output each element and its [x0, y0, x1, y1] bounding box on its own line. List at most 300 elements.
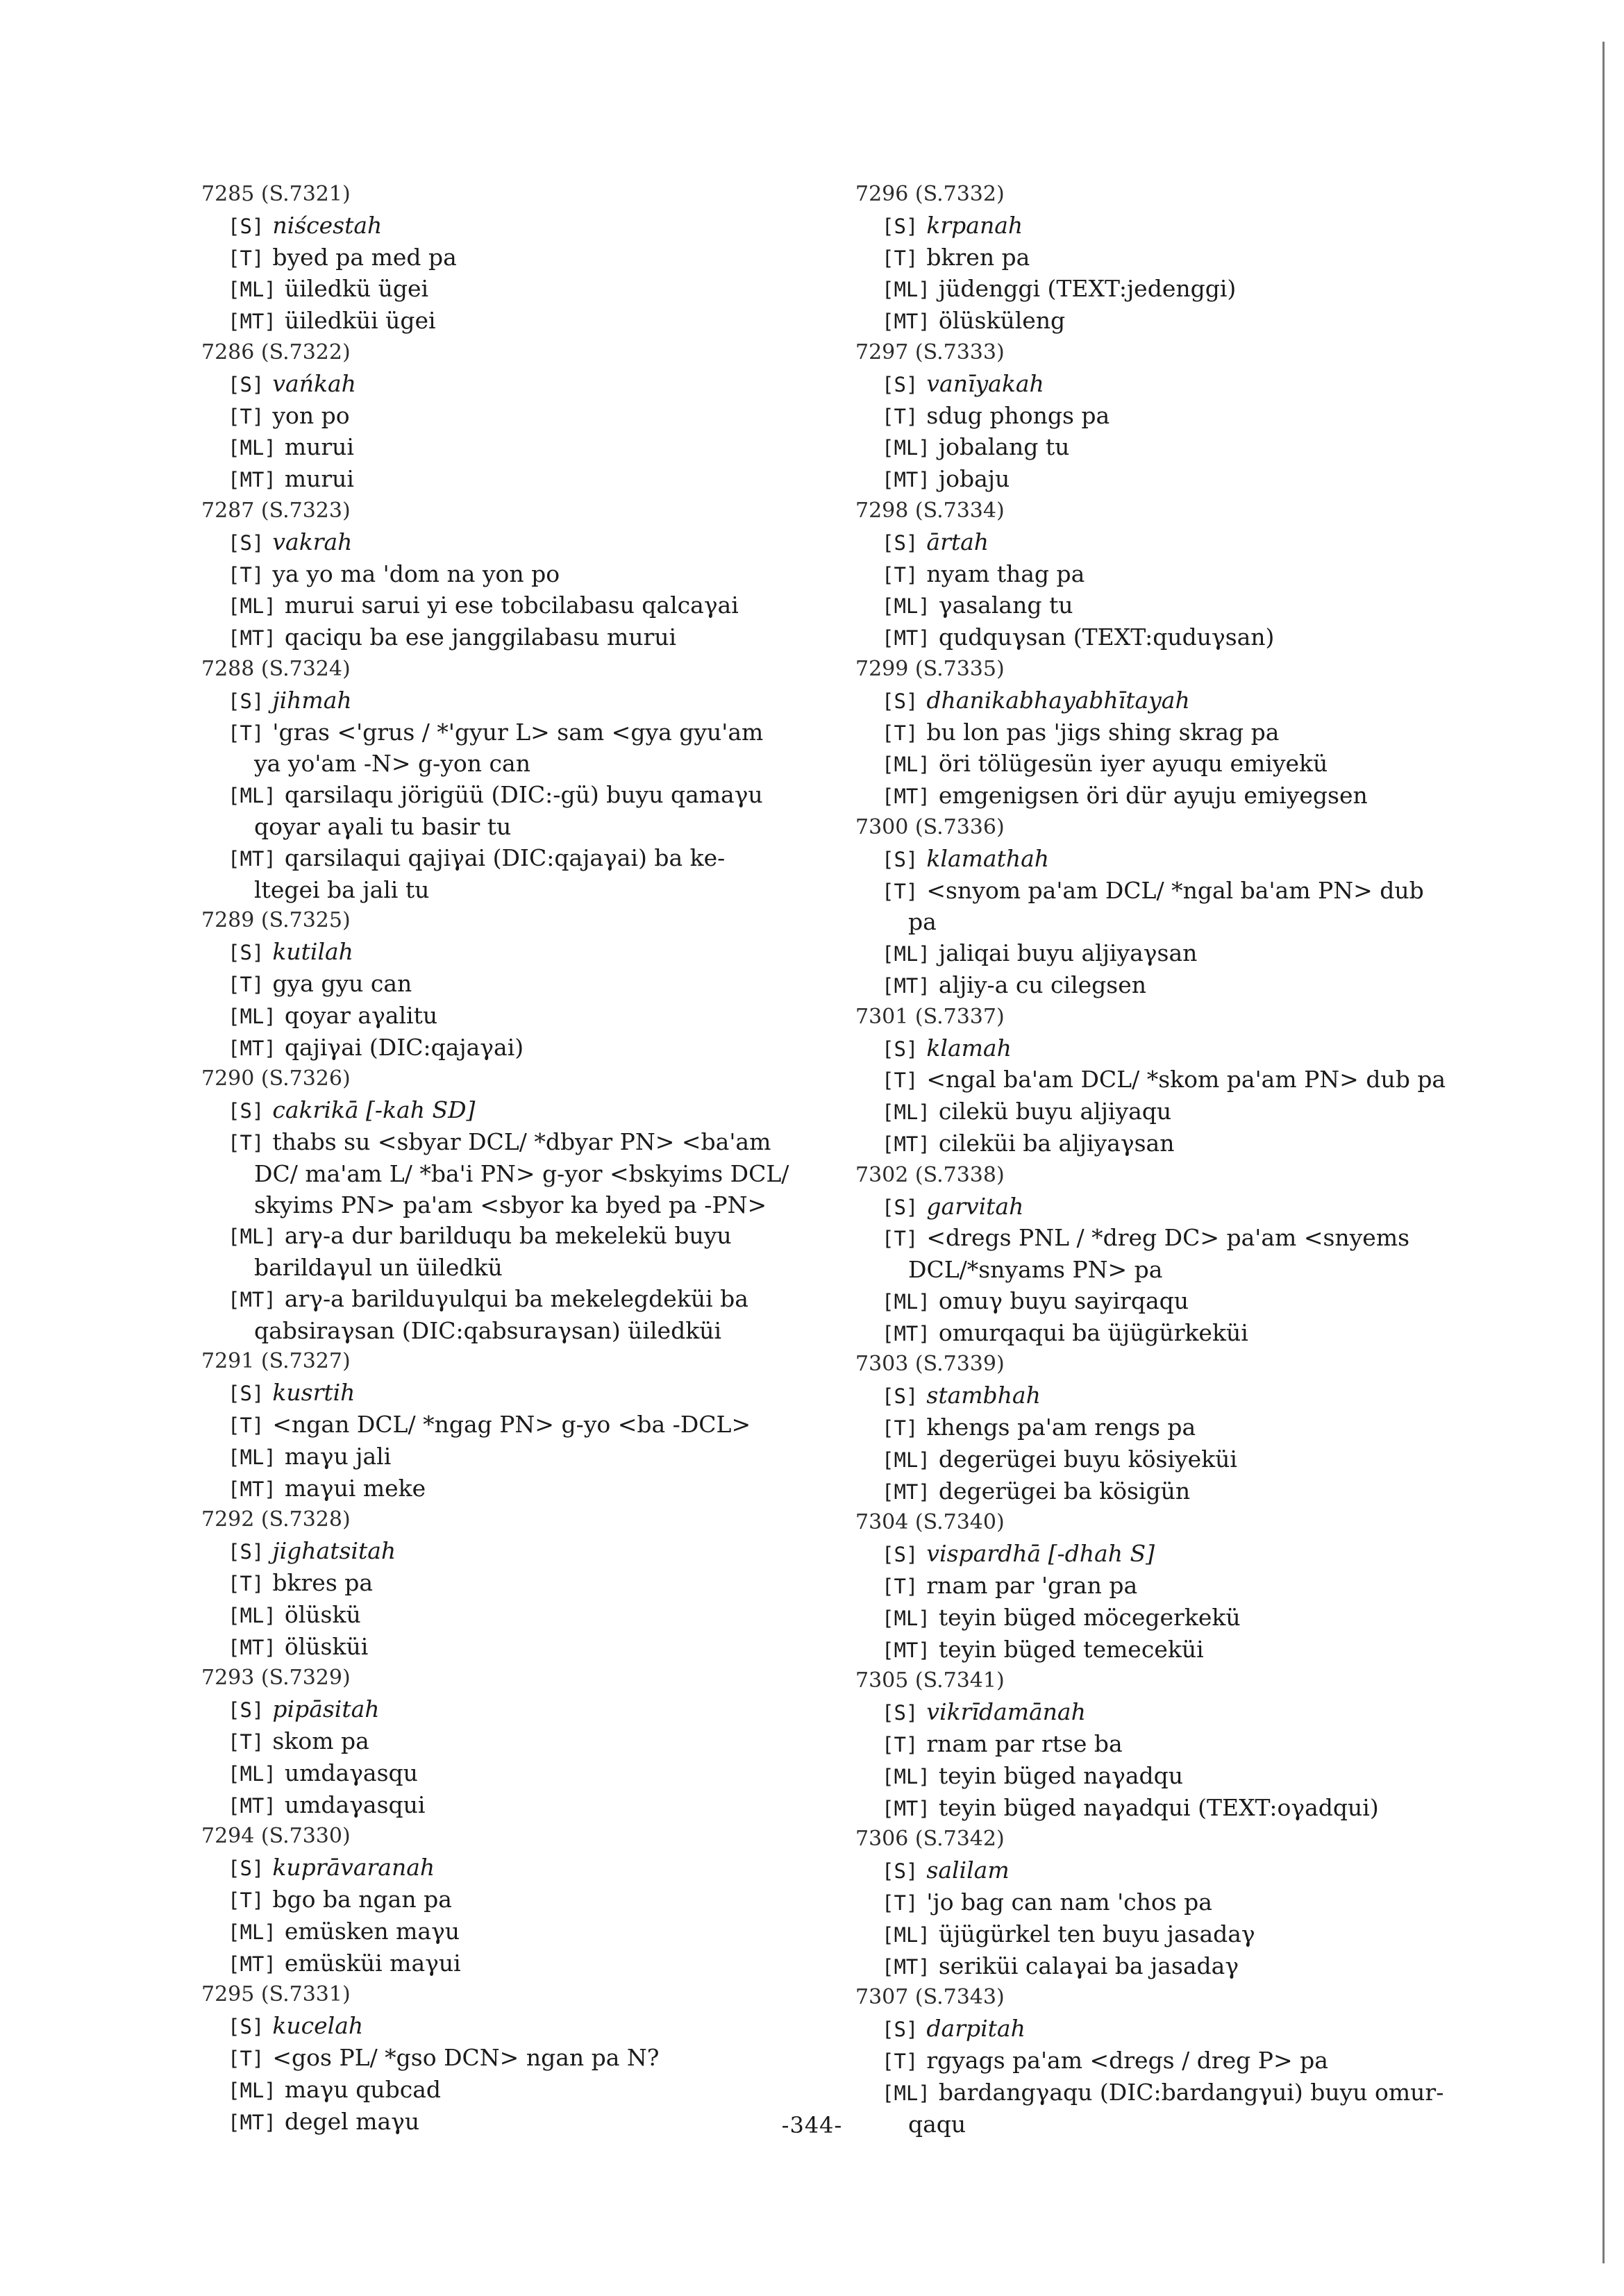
entry-text: garvitah	[926, 1192, 1024, 1220]
entry-text: teyin büged naγadqu	[938, 1761, 1184, 1789]
entry-number: 7298	[855, 498, 909, 523]
entry-reference: (S.7332)	[914, 182, 1005, 206]
entry-text-continued: qabsiraγsan (DIC:qabsuraγsan) üiledküi	[254, 1316, 722, 1344]
entry-text: maγu qubcad	[284, 2075, 442, 2103]
language-tag: [ML]	[882, 1922, 930, 1947]
entry-heading	[201, 337, 840, 369]
entry-text-continued: DCL/*snyams PN> pa	[908, 1256, 1163, 1284]
entry-line	[201, 274, 840, 305]
entry-heading	[201, 654, 840, 685]
entry-reference: (S.7342)	[914, 1827, 1005, 1852]
entry-text: üiledkü ügei	[284, 275, 429, 303]
entry-text: ārtah	[926, 528, 989, 555]
entry-number: 7292	[201, 1507, 255, 1532]
language-tag: [T]	[228, 2047, 265, 2071]
entry-line	[855, 938, 1557, 970]
entry-line	[855, 1033, 1557, 1065]
entry-line	[201, 843, 840, 875]
entry-line	[201, 1536, 840, 1568]
entry-line	[855, 1697, 1557, 1729]
language-tag: [T]	[882, 721, 919, 745]
entry-text: bgo ba ngan pa	[272, 1886, 452, 1913]
entry-heading	[201, 1663, 840, 1694]
language-tag: [ML]	[882, 1448, 930, 1472]
entry-reference: (S.7343)	[914, 1985, 1005, 2010]
entry-text: bardangγaqu (DIC:bardangγui) buyu omur-	[938, 2078, 1444, 2106]
language-tag: [ML]	[882, 1100, 930, 1125]
language-tag: [S]	[228, 214, 265, 238]
entry-number: 7285	[201, 182, 255, 206]
entry-text: vanīyakah	[926, 369, 1044, 397]
entry-heading	[855, 1349, 1557, 1380]
entry-number: 7302	[855, 1162, 909, 1187]
entry-text: ya yo ma 'dom na yon po	[272, 560, 560, 587]
dictionary-entry	[201, 1663, 840, 1821]
entry-line	[201, 1127, 840, 1159]
language-tag: [S]	[882, 1859, 919, 1884]
dictionary-entry	[855, 654, 1557, 812]
entry-line	[201, 210, 840, 242]
entry-line	[201, 1758, 840, 1790]
entry-text: pipāsitah	[272, 1695, 380, 1723]
entry-reference: (S.7324)	[260, 656, 351, 681]
entry-line	[855, 464, 1557, 496]
entry-line	[201, 937, 840, 969]
entry-line	[201, 1221, 840, 1252]
entry-text: <ngan DCL/ *ngag PN> g-yo <ba -DCL>	[272, 1411, 751, 1439]
entry-text: jobalang tu	[938, 433, 1070, 461]
dictionary-entry	[201, 1346, 840, 1505]
language-tag: [T]	[882, 1416, 919, 1441]
language-tag: [T]	[228, 1414, 265, 1438]
language-tag: [T]	[882, 1227, 919, 1251]
entry-reference: (S.7325)	[260, 908, 351, 933]
entry-line	[855, 1887, 1557, 1919]
entry-line	[201, 1000, 840, 1032]
dictionary-entry	[855, 1824, 1557, 1982]
language-tag: [T]	[228, 721, 265, 745]
entry-text-continued: skyims PN> pa'am <sbyor ka byed pa -PN>	[254, 1191, 767, 1218]
entry-heading	[855, 179, 1557, 210]
entry-number: 7288	[201, 656, 255, 681]
entry-line	[855, 1476, 1557, 1508]
entry-heading	[855, 337, 1557, 369]
language-tag: [T]	[882, 404, 919, 428]
entry-text-continued: qoyar aγali tu basir tu	[254, 812, 512, 840]
language-tag: [ML]	[228, 436, 276, 460]
language-tag: [MT]	[882, 1132, 930, 1156]
entry-line	[855, 685, 1557, 717]
entry-heading	[855, 1824, 1557, 1855]
entry-reference: (S.7341)	[914, 1668, 1005, 1693]
entry-text: ölüsküleng	[938, 307, 1066, 335]
entry-line	[201, 2075, 840, 2106]
entry-line	[855, 1223, 1557, 1255]
entry-text-continued: pa	[908, 908, 937, 936]
entry-text: skom pa	[272, 1727, 369, 1755]
entry-reference: (S.7339)	[914, 1352, 1005, 1377]
entry-reference: (S.7330)	[260, 1824, 351, 1849]
language-tag: [ML]	[228, 1603, 276, 1627]
entry-line	[855, 369, 1557, 401]
language-tag: [MT]	[228, 2110, 276, 2134]
page-number: -344-	[781, 2112, 843, 2138]
entry-line	[855, 844, 1557, 875]
entry-text: kutilah	[272, 938, 353, 966]
language-tag: [S]	[228, 689, 265, 713]
entry-line	[855, 1380, 1557, 1412]
entry-line	[855, 1793, 1557, 1825]
entry-text: khengs pa'am rengs pa	[926, 1414, 1196, 1441]
entry-reference: (S.7326)	[260, 1066, 351, 1091]
entry-line	[201, 305, 840, 337]
language-tag: [S]	[882, 1384, 919, 1409]
entry-reference: (S.7329)	[260, 1666, 351, 1691]
entry-text: <ngal ba'am DCL/ *skom pa'am PN> dub pa	[926, 1066, 1446, 1093]
language-tag: [MT]	[228, 1952, 276, 1976]
entry-text: emgenigsen öri dür ayuju emiyegsen	[938, 782, 1368, 810]
language-tag: [T]	[228, 1888, 265, 1913]
entry-number: 7289	[201, 908, 255, 933]
entry-line	[201, 464, 840, 496]
entry-text-continued: ltegei ba jali tu	[254, 875, 430, 903]
entry-text: qaciqu ba ese janggilabasu murui	[284, 623, 677, 651]
language-tag: [S]	[228, 1540, 265, 1564]
entry-number: 7305	[855, 1668, 909, 1693]
entry-line	[855, 1761, 1557, 1793]
language-tag: [ML]	[882, 594, 930, 619]
language-tag: [T]	[882, 1891, 919, 1916]
entry-text: maγu jali	[284, 1442, 392, 1470]
language-tag: [S]	[228, 2015, 265, 2039]
entry-line	[201, 1441, 840, 1473]
entry-line	[201, 969, 840, 1000]
entry-line	[855, 274, 1557, 305]
entry-number: 7291	[201, 1349, 255, 1374]
entry-reference: (S.7327)	[260, 1349, 351, 1374]
entry-text: vakrah	[272, 528, 353, 555]
language-tag: [T]	[882, 562, 919, 587]
language-tag: [S]	[228, 1382, 265, 1406]
dictionary-entry	[201, 1821, 840, 1979]
entry-text: degerügei buyu kösiyeküi	[938, 1445, 1237, 1473]
dictionary-entry	[201, 1064, 840, 1346]
dictionary-entry	[855, 1349, 1557, 1507]
language-tag: [MT]	[228, 1477, 276, 1501]
entry-line	[855, 1602, 1557, 1634]
language-tag: [T]	[882, 1575, 919, 1599]
entry-text: qajiγai (DIC:qajaγai)	[284, 1033, 524, 1061]
language-tag: [T]	[228, 404, 265, 428]
entry-line	[855, 875, 1557, 907]
entry-line	[855, 242, 1557, 274]
entry-text: teyin büged temeceküi	[938, 1635, 1204, 1663]
entry-text: stambhah	[926, 1382, 1041, 1409]
entry-line	[855, 1128, 1557, 1160]
entry-line	[201, 432, 840, 464]
entry-heading	[201, 1821, 840, 1852]
entry-line	[855, 1412, 1557, 1444]
entry-reference: (S.7337)	[914, 1004, 1005, 1029]
language-tag: [MT]	[882, 1480, 930, 1504]
language-tag: [ML]	[882, 436, 930, 460]
entry-line	[855, 748, 1557, 780]
entry-text: yon po	[272, 401, 350, 429]
entry-text: 'jo bag can nam 'chos pa	[926, 1888, 1212, 1916]
entry-line	[201, 1409, 840, 1441]
entry-reference: (S.7336)	[914, 814, 1005, 839]
language-tag: [T]	[228, 972, 265, 996]
entry-line	[855, 2077, 1557, 2109]
entry-line	[201, 242, 840, 274]
entry-text: omurqaqui ba üjügürkeküi	[938, 1318, 1248, 1346]
entry-reference: (S.7331)	[260, 1982, 351, 2007]
entry-line	[855, 622, 1557, 654]
entry-reference: (S.7328)	[260, 1507, 351, 1532]
entry-line	[855, 1855, 1557, 1887]
entry-reference: (S.7321)	[260, 182, 351, 206]
entry-text: dhanikabhayabhītayah	[926, 686, 1190, 714]
language-tag: [T]	[882, 1069, 919, 1093]
language-tag: [MT]	[882, 785, 930, 809]
language-tag: [MT]	[228, 1287, 276, 1312]
language-tag: [S]	[882, 1701, 919, 1725]
entry-text-continued: qaqu	[908, 2110, 966, 2138]
language-tag: [MT]	[228, 1793, 276, 1818]
language-tag: [S]	[882, 530, 919, 555]
left-column	[201, 179, 840, 2138]
entry-text: vispardhā [-dhah S]	[926, 1540, 1155, 1568]
entry-reference: (S.7323)	[260, 498, 351, 523]
entry-heading	[201, 1979, 840, 2011]
entry-heading	[201, 1064, 840, 1095]
entry-line	[201, 401, 840, 433]
entry-text: teyin büged möcegerkekü	[938, 1603, 1241, 1631]
entry-line	[855, 1729, 1557, 1761]
language-tag: [ML]	[882, 1289, 930, 1314]
language-tag: [S]	[228, 1698, 265, 1723]
entry-line	[855, 1444, 1557, 1476]
entry-heading	[855, 1002, 1557, 1033]
entry-text: jighatsitah	[272, 1537, 396, 1565]
entry-reference: (S.7335)	[914, 656, 1005, 681]
entry-line	[855, 2045, 1557, 2077]
language-tag: [T]	[882, 2050, 919, 2074]
language-tag: [T]	[882, 246, 919, 270]
language-tag: [ML]	[228, 1761, 276, 1786]
entry-line	[855, 590, 1557, 622]
entry-line	[201, 1568, 840, 1600]
entry-text: jihmah	[272, 686, 352, 714]
dictionary-entry	[201, 905, 840, 1064]
entry-line	[201, 1916, 840, 1948]
entry-text: murui	[284, 433, 354, 461]
language-tag: [MT]	[882, 973, 930, 998]
entry-text: ölüskü	[284, 1600, 361, 1628]
entry-text: jaliqai buyu aljiyaγsan	[938, 939, 1198, 967]
entry-number: 7286	[201, 340, 255, 364]
entry-line	[201, 527, 840, 559]
language-tag: [MT]	[882, 1638, 930, 1662]
language-tag: [S]	[228, 1857, 265, 1881]
entry-text: degel maγu	[284, 2107, 420, 2135]
entry-number: 7296	[855, 182, 909, 206]
entry-text: nyam thag pa	[926, 560, 1085, 587]
language-tag: [S]	[882, 372, 919, 396]
entry-text: jobaju	[938, 465, 1010, 493]
entry-number: 7294	[201, 1824, 255, 1849]
dictionary-entry	[855, 1160, 1557, 1350]
entry-line	[201, 1852, 840, 1884]
entry-text: murui sarui yi ese tobcilabasu qalcaγai	[284, 592, 739, 619]
language-tag: [ML]	[882, 1606, 930, 1630]
language-tag: [MT]	[228, 626, 276, 651]
entry-text: qudquγsan (TEXT:quduγsan)	[938, 623, 1275, 651]
entry-line	[855, 305, 1557, 337]
entry-line	[201, 685, 840, 717]
entry-number: 7304	[855, 1510, 909, 1535]
entry-heading	[855, 1160, 1557, 1191]
language-tag: [ML]	[882, 278, 930, 302]
entry-text: krpanah	[926, 211, 1023, 239]
entry-number: 7301	[855, 1004, 909, 1029]
language-tag: [ML]	[882, 1764, 930, 1788]
entry-reference: (S.7338)	[914, 1162, 1005, 1187]
entry-text: kucelah	[272, 2012, 364, 2040]
entry-line	[201, 1032, 840, 1064]
entry-text: degerügei ba kösigün	[938, 1477, 1191, 1505]
entry-text: byed pa med pa	[272, 243, 457, 271]
entry-text: arγ-a dur barilduqu ba mekelekü buyu	[284, 1222, 732, 1250]
entry-line	[201, 1095, 840, 1127]
entry-line	[201, 559, 840, 591]
entry-line	[201, 1884, 840, 1916]
language-tag: [T]	[228, 1130, 265, 1155]
entry-text: aljiy-a cu cilegsen	[938, 971, 1147, 998]
scan-edge-line	[1602, 42, 1605, 2263]
language-tag: [S]	[228, 1099, 265, 1123]
language-tag: [S]	[882, 689, 919, 713]
entry-number: 7290	[201, 1066, 255, 1091]
entry-line	[201, 369, 840, 401]
entry-text: cilekü buyu aljiyaqu	[938, 1098, 1172, 1125]
entry-text: <gos PL/ *gso DCN> ngan pa N?	[272, 2044, 660, 2072]
entry-text: bu lon pas 'jigs shing skrag pa	[926, 718, 1280, 746]
entry-line	[201, 1473, 840, 1505]
language-tag: [MT]	[882, 1321, 930, 1346]
entry-line	[855, 527, 1557, 559]
entry-text: jüdenggi (TEXT:jedenggi)	[938, 275, 1237, 303]
language-tag: [T]	[882, 1733, 919, 1757]
dictionary-entry	[855, 496, 1557, 654]
entry-text: 'gras <'grus / *'gyur L> sam <gya gyu'am	[272, 718, 764, 746]
dictionary-entry	[855, 337, 1557, 496]
entry-text: emüsken maγu	[284, 1917, 460, 1945]
entry-text: kusrtih	[272, 1379, 355, 1407]
entry-text: murui	[284, 465, 354, 493]
entry-line	[855, 1919, 1557, 1951]
entry-number: 7295	[201, 1982, 255, 2007]
entry-text: klamah	[926, 1034, 1012, 1062]
entry-line	[201, 2043, 840, 2075]
language-tag: [T]	[228, 1572, 265, 1596]
entry-heading	[201, 496, 840, 527]
entry-text-continued: DC/ ma'am L/ *ba'i PN> g-yor <bskyims DCL/	[254, 1159, 789, 1187]
entry-text: umdaγasqu	[284, 1759, 418, 1786]
entry-number: 7287	[201, 498, 255, 523]
entry-heading	[201, 905, 840, 937]
entry-number: 7306	[855, 1827, 909, 1852]
entry-text: vańkah	[272, 369, 356, 397]
language-tag: [MT]	[228, 468, 276, 492]
entry-number: 7297	[855, 340, 909, 364]
entry-text: umdaγasqui	[284, 1791, 426, 1818]
dictionary-entry	[855, 1507, 1557, 1666]
entry-heading	[855, 1507, 1557, 1539]
entry-text: thabs su <sbyar DCL/ *dbyar PN> <ba'am	[272, 1128, 771, 1155]
language-tag: [ML]	[228, 1004, 276, 1028]
entry-heading	[855, 654, 1557, 685]
entry-line	[855, 1951, 1557, 1983]
entry-line	[201, 1632, 840, 1664]
entry-heading	[855, 812, 1557, 844]
dictionary-entry	[201, 337, 840, 496]
entry-line	[201, 1377, 840, 1409]
entry-line	[201, 622, 840, 654]
entry-line	[855, 432, 1557, 464]
entry-number: 7299	[855, 656, 909, 681]
language-tag: [MT]	[882, 1796, 930, 1820]
language-tag: [S]	[882, 214, 919, 238]
language-tag: [ML]	[228, 1445, 276, 1469]
entry-reference: (S.7333)	[914, 340, 1005, 364]
entry-text: klamathah	[926, 844, 1050, 872]
entry-line	[201, 1600, 840, 1632]
language-tag: [ML]	[228, 1225, 276, 1249]
entry-line	[855, 401, 1557, 433]
entry-text: darpitah	[926, 2015, 1026, 2043]
language-tag: [ML]	[882, 942, 930, 966]
entry-line	[855, 559, 1557, 591]
dictionary-entry	[855, 1666, 1557, 1824]
language-tag: [ML]	[228, 1920, 276, 1944]
entry-number: 7293	[201, 1666, 255, 1691]
entry-text: rnam par rtse ba	[926, 1730, 1123, 1758]
entry-text: omuγ buyu sayirqaqu	[938, 1287, 1189, 1314]
entry-number: 7307	[855, 1985, 909, 2010]
entry-text: üiledküi ügei	[284, 307, 436, 335]
language-tag: [MT]	[228, 846, 276, 871]
language-tag: [ML]	[882, 753, 930, 777]
entry-text: seriküi calaγai ba jasadaγ	[938, 1952, 1239, 1979]
language-tag: [S]	[882, 847, 919, 871]
language-tag: [T]	[882, 879, 919, 903]
entry-line	[855, 2013, 1557, 2045]
entry-text: cakrikā [-kah SD]	[272, 1096, 476, 1124]
language-tag: [MT]	[882, 468, 930, 492]
entry-heading	[201, 179, 840, 210]
entry-text: <snyom pa'am DCL/ *ngal ba'am PN> dub	[926, 876, 1424, 904]
dictionary-entry	[201, 179, 840, 337]
entry-text: rgyags pa'am <dregs / dreg P> pa	[926, 2047, 1328, 2075]
entry-heading	[201, 1505, 840, 1536]
entry-line	[855, 1286, 1557, 1318]
language-tag: [ML]	[228, 594, 276, 619]
entry-text: bkres pa	[272, 1569, 374, 1597]
language-tag: [S]	[228, 530, 265, 555]
language-tag: [MT]	[228, 1635, 276, 1659]
entry-heading	[201, 1346, 840, 1377]
